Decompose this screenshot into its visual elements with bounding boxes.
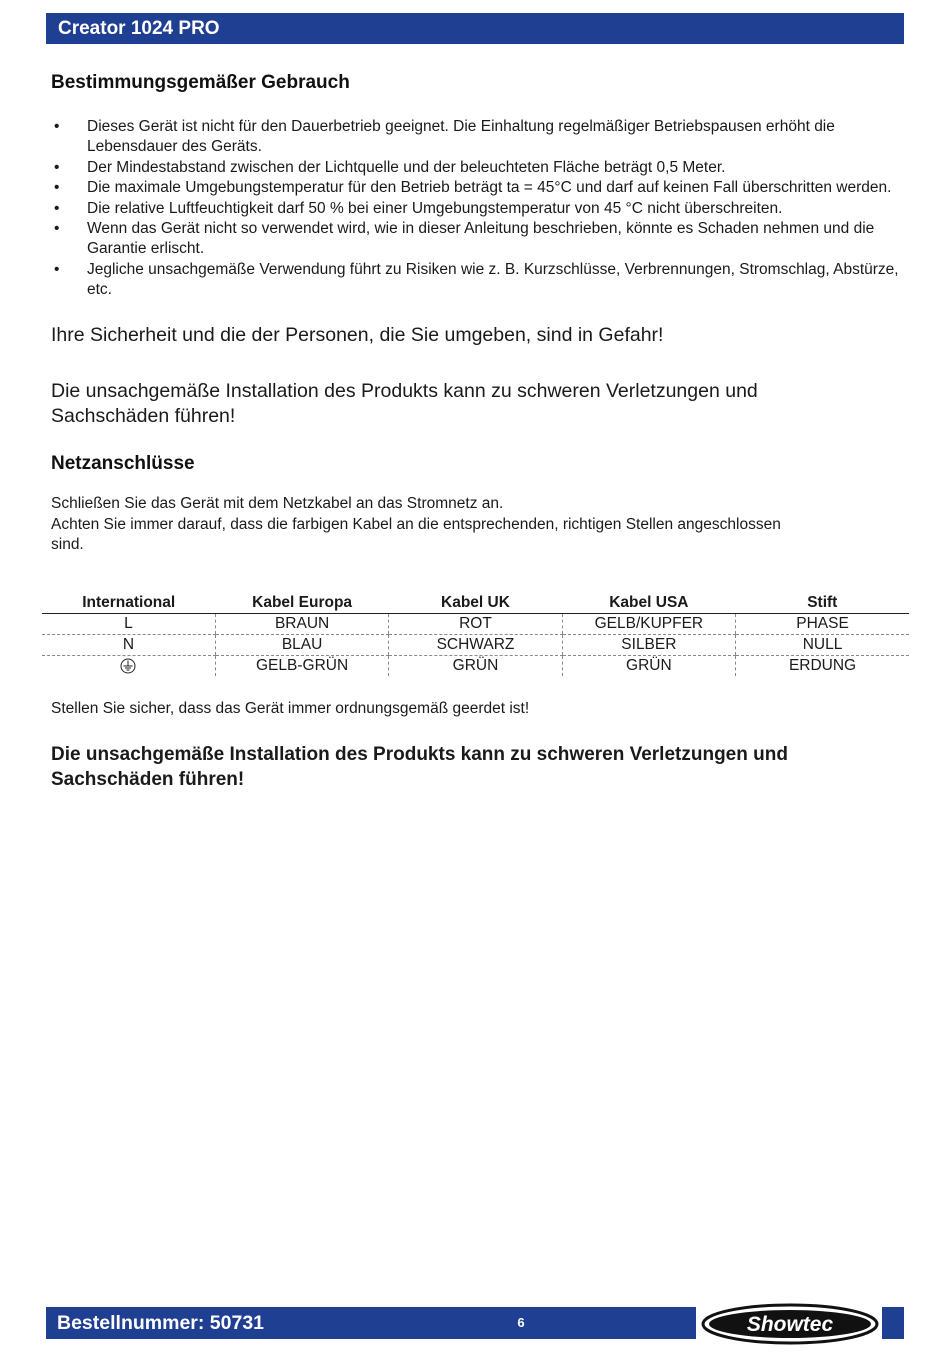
final-warning: Die unsachgemäße Installation des Produkts kann zu schweren Verletzungen und Sachschäden führen! — [51, 744, 788, 790]
column-header: International — [42, 593, 215, 614]
installation-warning: Die unsachgemäße Installation des Produkts kann zu schweren Verletzungen und Sachschäden führen! — [51, 380, 758, 427]
table-cell: BRAUN — [215, 614, 388, 635]
list-item: • Dieses Gerät ist nicht für den Dauerbetrieb geeignet. Die Einhaltung regelmäßiger Betriebspausen erhöht die Lebensdauer des Geräts. — [51, 117, 911, 158]
page-number: 6 — [517, 1315, 525, 1330]
table-cell: SILBER — [562, 635, 735, 656]
table-cell: ERDUNG — [736, 656, 909, 677]
list-item: • Jegliche unsachgemäße Verwendung führt zu Risiken wie z. B. Kurzschlüsse, Verbrennungen, Stromschlag, Abstürze, etc. — [51, 260, 911, 301]
header-bar — [46, 13, 904, 44]
table-cell-ground — [42, 656, 215, 677]
table-cell: ROT — [389, 614, 562, 635]
table-row — [42, 656, 909, 677]
section-heading-mains-connection: Netzanschlüsse — [51, 453, 195, 475]
wire-color-table — [42, 593, 909, 676]
footer-bar-end — [882, 1307, 904, 1339]
list-item: • Wenn das Gerät nicht so verwendet wird, wie in dieser Anleitung beschrieben, könnte es Schaden nehmen und die Garantie erlischt. — [51, 219, 911, 260]
connection-intro-line2: Achten Sie immer darauf, dass die farbigen Kabel an die entsprechenden, richtigen Stellen angeschlossen sind. — [51, 515, 781, 553]
table-cell: NULL — [736, 635, 909, 656]
order-number: Bestellnummer: 50731 — [57, 1312, 265, 1334]
connection-intro-line1: Schließen Sie das Gerät mit dem Netzkabel an das Stromnetz an. — [51, 495, 504, 513]
page-content — [51, 70, 911, 555]
table-row — [42, 635, 909, 656]
usage-bullet-list — [51, 117, 911, 301]
safety-note: Ihre Sicherheit und die der Personen, die Sie umgeben, sind in Gefahr! — [51, 323, 664, 346]
table-cell: GRÜN — [562, 656, 735, 677]
table-header-row — [42, 593, 909, 614]
table-cell: GELB/KUPFER — [562, 614, 735, 635]
list-item: • Die relative Luftfeuchtigkeit darf 50 % bei einer Umgebungstemperatur von 45 °C nicht überschreiten. — [51, 199, 911, 219]
table-cell: SCHWARZ — [389, 635, 562, 656]
column-header: Kabel Europa — [215, 593, 388, 614]
table-cell: GRÜN — [389, 656, 562, 677]
table-row — [42, 614, 909, 635]
list-item: • Die maximale Umgebungstemperatur für den Betrieb beträgt ta = 45°C und darf auf keinen Fall überschritten werden. — [51, 178, 911, 198]
svg-text:Showtec: Showtec — [746, 1313, 834, 1336]
table-cell: GELB-GRÜN — [215, 656, 388, 677]
table-cell: PHASE — [736, 614, 909, 635]
footer-bar — [46, 1307, 696, 1339]
column-header: Stift — [736, 593, 909, 614]
table-cell: L — [42, 614, 215, 635]
section-heading-intended-use: Bestimmungsgemäßer Gebrauch — [51, 72, 350, 93]
document-title: Creator 1024 PRO — [58, 18, 220, 39]
list-item: • Der Mindestabstand zwischen der Lichtquelle und der beleuchteten Fläche beträgt 0,5 Meter. — [51, 158, 911, 178]
showtec-logo — [700, 1302, 880, 1346]
column-header: Kabel UK — [389, 593, 562, 614]
table-cell: BLAU — [215, 635, 388, 656]
ground-note: Stellen Sie sicher, dass das Gerät immer ordnungsgemäß geerdet ist! — [51, 700, 530, 717]
ground-icon — [120, 658, 136, 674]
table-cell: N — [42, 635, 215, 656]
column-header: Kabel USA — [562, 593, 735, 614]
